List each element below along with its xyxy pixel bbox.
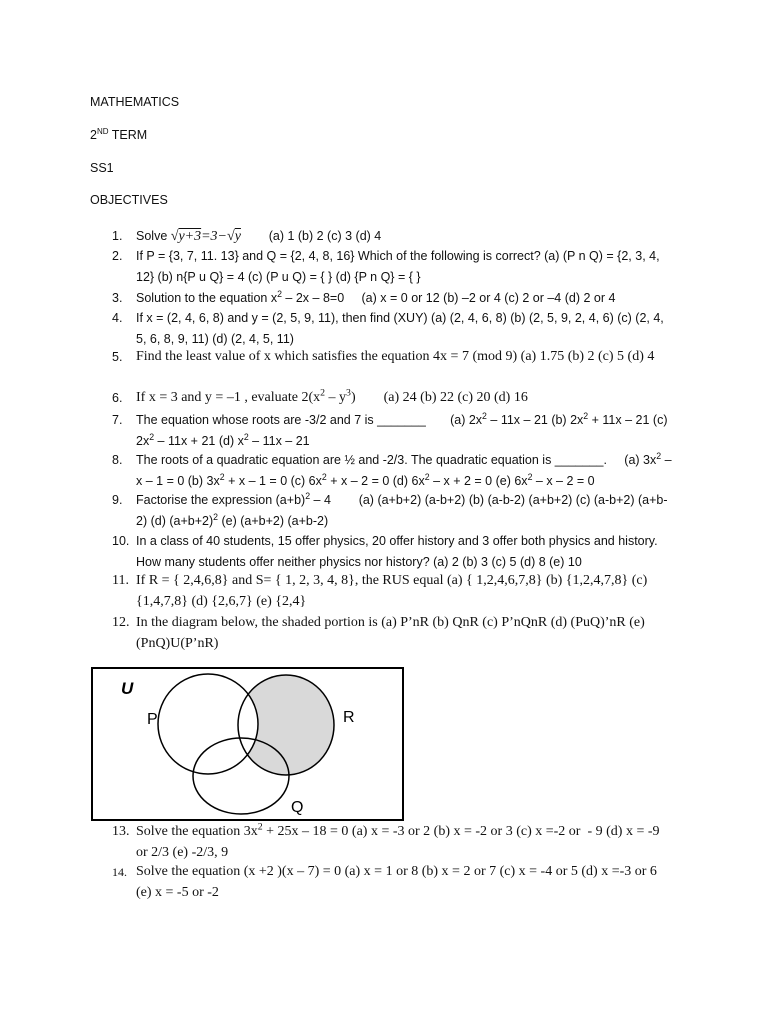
subject-title: MATHEMATICS bbox=[90, 95, 180, 109]
question-2 bbox=[112, 246, 672, 287]
question-text: Solve the equation $3x^2 + 25x - 18 = 0$ (a) x = -3 or 2 (b) x = -2 or 3 (c) x =-2 or - 9 (d) x = -9 or 2/3 (e) -2/3, 9 bbox=[136, 821, 664, 860]
question-8 bbox=[112, 450, 676, 491]
question-text: If x = (2, 4, 6, 8) and y = (2, 5, 9, 11), then find (XUY) (a) (2, 4, 6, 8) (b) (2, 5, 9, 2, 4, 6) (c) (2, 4, 5, 6, 8, 9, 11) (d) (2, 4, 5, 11) bbox=[136, 311, 664, 346]
question-text: If R = { 2,4,6,8} and S= { 1, 2, 3, 4, 8}, the RUS equal (a) { 1,2,4,6,7,8} (b) {1,2,4,7,8} (c) {1,4,7,8} (d) {2,6,7} (e) {2,4} bbox=[136, 573, 648, 609]
question-number: 5. bbox=[112, 350, 123, 364]
question-7 bbox=[112, 410, 672, 451]
question-text: Find the least value of x which satisfies the equation 4x = 7 (mod 9) (a) 1.75 (b) 2 (c) 5 (d) 4 bbox=[136, 349, 655, 364]
class-label: SS1 bbox=[90, 161, 114, 175]
label-q: Q bbox=[291, 799, 304, 816]
question-text: Solution to the equation $x^2 - 2x - 8=0$ (a) x = 0 or 12 (b) –2 or 4 (c) 2 or –4 (d) 2 or 4 bbox=[136, 288, 616, 305]
question-number: 14. bbox=[112, 865, 127, 879]
question-text: If P = {3, 7, 11. 13} and Q = {2, 4, 8, 16} Which of the following is correct? (a) (P n Q) = {2, 3, 4, 12} (b) n{P u Q} = 4 (c) (P u Q) = { } (d) {P n Q} = { } bbox=[136, 249, 660, 284]
question-number: 3. bbox=[112, 291, 123, 305]
question-4 bbox=[112, 308, 672, 349]
question-text: In the diagram below, the shaded portion is (a) P’nR (b) QnR (c) P’nQnR (d) (PuQ)’nR (e) (PnQ)U(P’nR) bbox=[136, 615, 645, 651]
question-12 bbox=[112, 613, 672, 654]
universal-label: U bbox=[121, 679, 134, 698]
question-number: 11. bbox=[112, 573, 129, 588]
question-3 bbox=[112, 288, 672, 309]
label-r: R bbox=[343, 709, 355, 726]
question-1: 1. Solve √y+3=3−√y (a) 1 (b) 2 (c) 3 (d) 4 bbox=[112, 226, 672, 248]
question-number: 13. bbox=[112, 824, 130, 839]
question-5 bbox=[112, 347, 672, 368]
label-p: P bbox=[147, 711, 158, 728]
question-text: Factorise the expression $(a+b)^2 - 4$ (a) (a+b+2) (a-b+2) (b) (a-b-2) (a+b+2) (c) (a-b+2) (a+b-2) (d) $(a+b+2)^2$ (e) (a+b+2) (a+b-2) bbox=[136, 490, 668, 528]
question-number: 1. bbox=[112, 229, 123, 243]
sqrt-expression: √y+3=3−√y bbox=[170, 229, 241, 244]
question-text: The roots of a quadratic equation are ½ and -2/3. The quadratic equation is _______. (a) $3x^2 - x - 1 = 0$ (b) $3x^2 + x - 1 = 0$ (c) $6x^2 + x - 2 = 0$ (d) $6x^2 - x + 2 = 0$ (e) $6x^2 - x - 2 = 0$ bbox=[136, 450, 676, 488]
question-14 bbox=[112, 862, 672, 903]
question-number: 6. bbox=[112, 391, 123, 405]
question-number: 4. bbox=[112, 311, 123, 325]
question-number: 12. bbox=[112, 615, 130, 630]
question-13 bbox=[112, 822, 672, 863]
question-number: 8. bbox=[112, 453, 123, 467]
question-number: 7. bbox=[112, 413, 123, 427]
question-11 bbox=[112, 571, 672, 612]
question-6 bbox=[112, 388, 672, 409]
question-9 bbox=[112, 490, 672, 531]
question-number: 2. bbox=[112, 249, 123, 263]
question-10 bbox=[112, 531, 672, 572]
question-number: 10. bbox=[112, 534, 130, 548]
venn-diagram bbox=[91, 667, 404, 821]
term-label: 2ND TERM bbox=[90, 126, 148, 142]
question-text: If x = 3 and y = –1 , evaluate $2(x^2 - y^3)$ (a) 24 (b) 22 (c) 20 (d) 16 bbox=[136, 387, 528, 405]
question-text: The equation whose roots are -3/2 and 7 is _______ (a) $2x^2 - 11x - 21$ (b) $2x^2 + 11x - 21$ (c) $2x^2 - 11x + 21$ (d) $x^2 - 11x - 21$ bbox=[136, 410, 671, 448]
question-text: Solve the equation (x +2 )(x – 7) = 0 (a) x = 1 or 8 (b) x = 2 or 7 (c) x = -4 or 5 (d) x =-3 or 6 (e) x = -5 or -2 bbox=[136, 864, 657, 900]
section-title: OBJECTIVES bbox=[90, 193, 168, 207]
question-number: 9. bbox=[112, 493, 123, 507]
question-text: In a class of 40 students, 15 offer physics, 20 offer history and 3 offer both physics and history. How many students offer neither physics nor history? (a) 2 (b) 3 (c) 5 (d) 8 (e) 10 bbox=[136, 534, 658, 569]
